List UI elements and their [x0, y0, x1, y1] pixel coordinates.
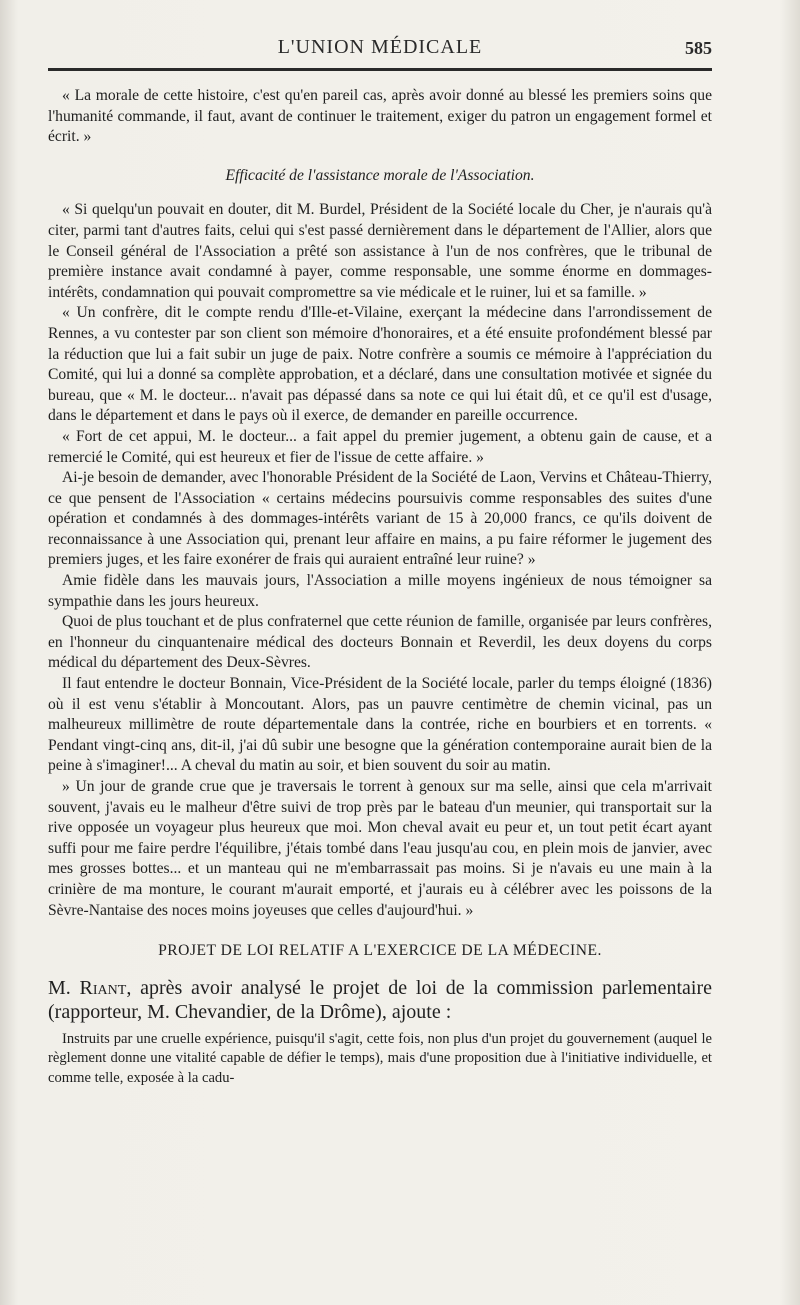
paragraph: Amie fidèle dans les mauvais jours, l'Association a mille moyens ingénieux de nous témoigner sa sympathie dans les jours heureux. — [48, 572, 712, 610]
paragraph: Il faut entendre le docteur Bonnain, Vice-Président de la Société locale, parler du temps éloigné (1836) où il est venu s'établir à Moncoutant. Alors, pas un pauvre centimètre de chemin vicinal, pas un malheureux millimètre de route départementale dans la contrée, riche en bourbiers et en torrents. « Pendant vingt-cinq ans, dit-il, j'ai dû subir une besogne que la génération contemporaine aurait bien de la peine à s'imaginer!... A cheval du matin au soir, et bien souvent du soir au matin. — [48, 675, 712, 775]
paragraph: Ai-je besoin de demander, avec l'honorable Président de la Société de Laon, Vervins et Château-Thierry, ce que pensent de l'Association « certains médecins poursuivis comme responsables des suites d'une opération et condamnés à des dommages-intérêts variant de 15 à 20,000 francs, ce qu'ils doivent de reconnaissance à une Association qui, prenant leur affaire en mains, a pu faire réformer le jugement des premiers juges, et les faire exonérer de frais qui auraient entraîné leur ruine? » — [48, 469, 712, 569]
page-header — [48, 30, 712, 66]
paragraph: « Fort de cet appui, M. le docteur... a fait appel du premier jugement, a obtenu gain de cause, et a remercié le Comité, qui est heureux et fier de l'issue de cette affaire. » — [48, 427, 712, 466]
paragraph: « Si quelqu'un pouvait en douter, dit M. Burdel, Président de la Société locale du Cher, je n'aurais qu'à citer, parmi tant d'autres faits, celui qui s'est passé dernièrement dans le département de l'Allier, alors que le Conseil général de l'Association a prêté son assistance à l'un de nos confrères, que le tribunal de première instance avait condamné à payer, comme responsable, une somme énorme en dommages-intérêts, condamnation qui pouvait compromettre sa vie médicale et le ruiner, lui et sa famille. » — [48, 201, 712, 301]
body-text — [48, 86, 712, 1088]
paragraph: « La morale de cette histoire, c'est qu'en pareil cas, après avoir donné au blessé les premiers soins que l'humanité commande, il faut, avant de continuer le traitement, exiger du patron un engagement formel et écrit. » — [48, 87, 712, 146]
header-rule — [48, 68, 712, 71]
intro-paragraph — [48, 976, 712, 1024]
intro-rest: après avoir analysé le projet de loi de la commission parlementaire (rapporteur, M. Chevandier, de la Drôme), ajoute : — [48, 976, 712, 1023]
law-heading: PROJET DE LOI RELATIF A L'EXERCICE DE LA MÉDECINE. — [158, 942, 602, 960]
paragraph-small: Instruits par une cruelle expérience, puisqu'il s'agit, cette fois, non plus d'un projet du gouvernement (auquel le règlement donne une vitalité capable de défier le temps), mais d'une proposition due à l'initiative individuelle, et comme telle, exposée à la cadu- — [48, 1030, 712, 1086]
paragraph: Quoi de plus touchant et de plus confraternel que cette réunion de famille, organisée par leurs confrères, en l'honneur du cinquantenaire médical des docteurs Bonnain et Reverdil, les deux doyens du corps médical du département des Deux-Sèvres. — [48, 613, 712, 672]
paragraph: » Un jour de grande crue que je traversais le torrent à genoux sur ma selle, ainsi que cela m'arrivait souvent, j'avais eu le malheur d'être suivi de trop près par le bateau d'un meunier, qui transportait sur la rive opposée un voyageur plus heureux que moi. Mon cheval avait eu peur et, un tout petit écart ayant suffi pour me faire perdre l'équilibre, j'étais tombé dans l'eau jusqu'au cou, en plein mois de janvier, avec mes grosses bottes... et un manteau qui ne m'embarrassait pas moins. Si je n'avais eu une main à la crinière de ma monture, le courant m'aurait emporté, et j'aurais eu à célébrer avec les poissons de la Sèvre-Nantaise des noces moins joyeuses que celles d'aujourd'hui. » — [48, 778, 712, 919]
section-heading: Efficacité de l'assistance morale de l'Association. — [225, 166, 535, 184]
page-number: 585 — [685, 38, 712, 58]
running-title: L'UNION MÉDICALE — [277, 36, 483, 58]
paragraph: « Un confrère, dit le compte rendu d'Ille-et-Vilaine, exerçant la médecine dans l'arrondissement de Rennes, a vu contester par son client son mémoire d'honoraires, et a été ensuite profondément blessé par la réduction que lui a fait subir un juge de paix. Notre confrère a soumis ce mémoire à l'appréciation du Comité, qui lui a donné sa complète approbation, et a déclaré, dans une consultation motivée et signée du bureau, que « M. le docteur... n'avait pas dépassé dans sa note ce qui lui était dû, et ce qu'il est d'usage, dans le département et dans le pays où il exerce, de demander en pareille occurrence. — [48, 304, 712, 425]
intro-name: M. Riant, — [48, 976, 132, 999]
